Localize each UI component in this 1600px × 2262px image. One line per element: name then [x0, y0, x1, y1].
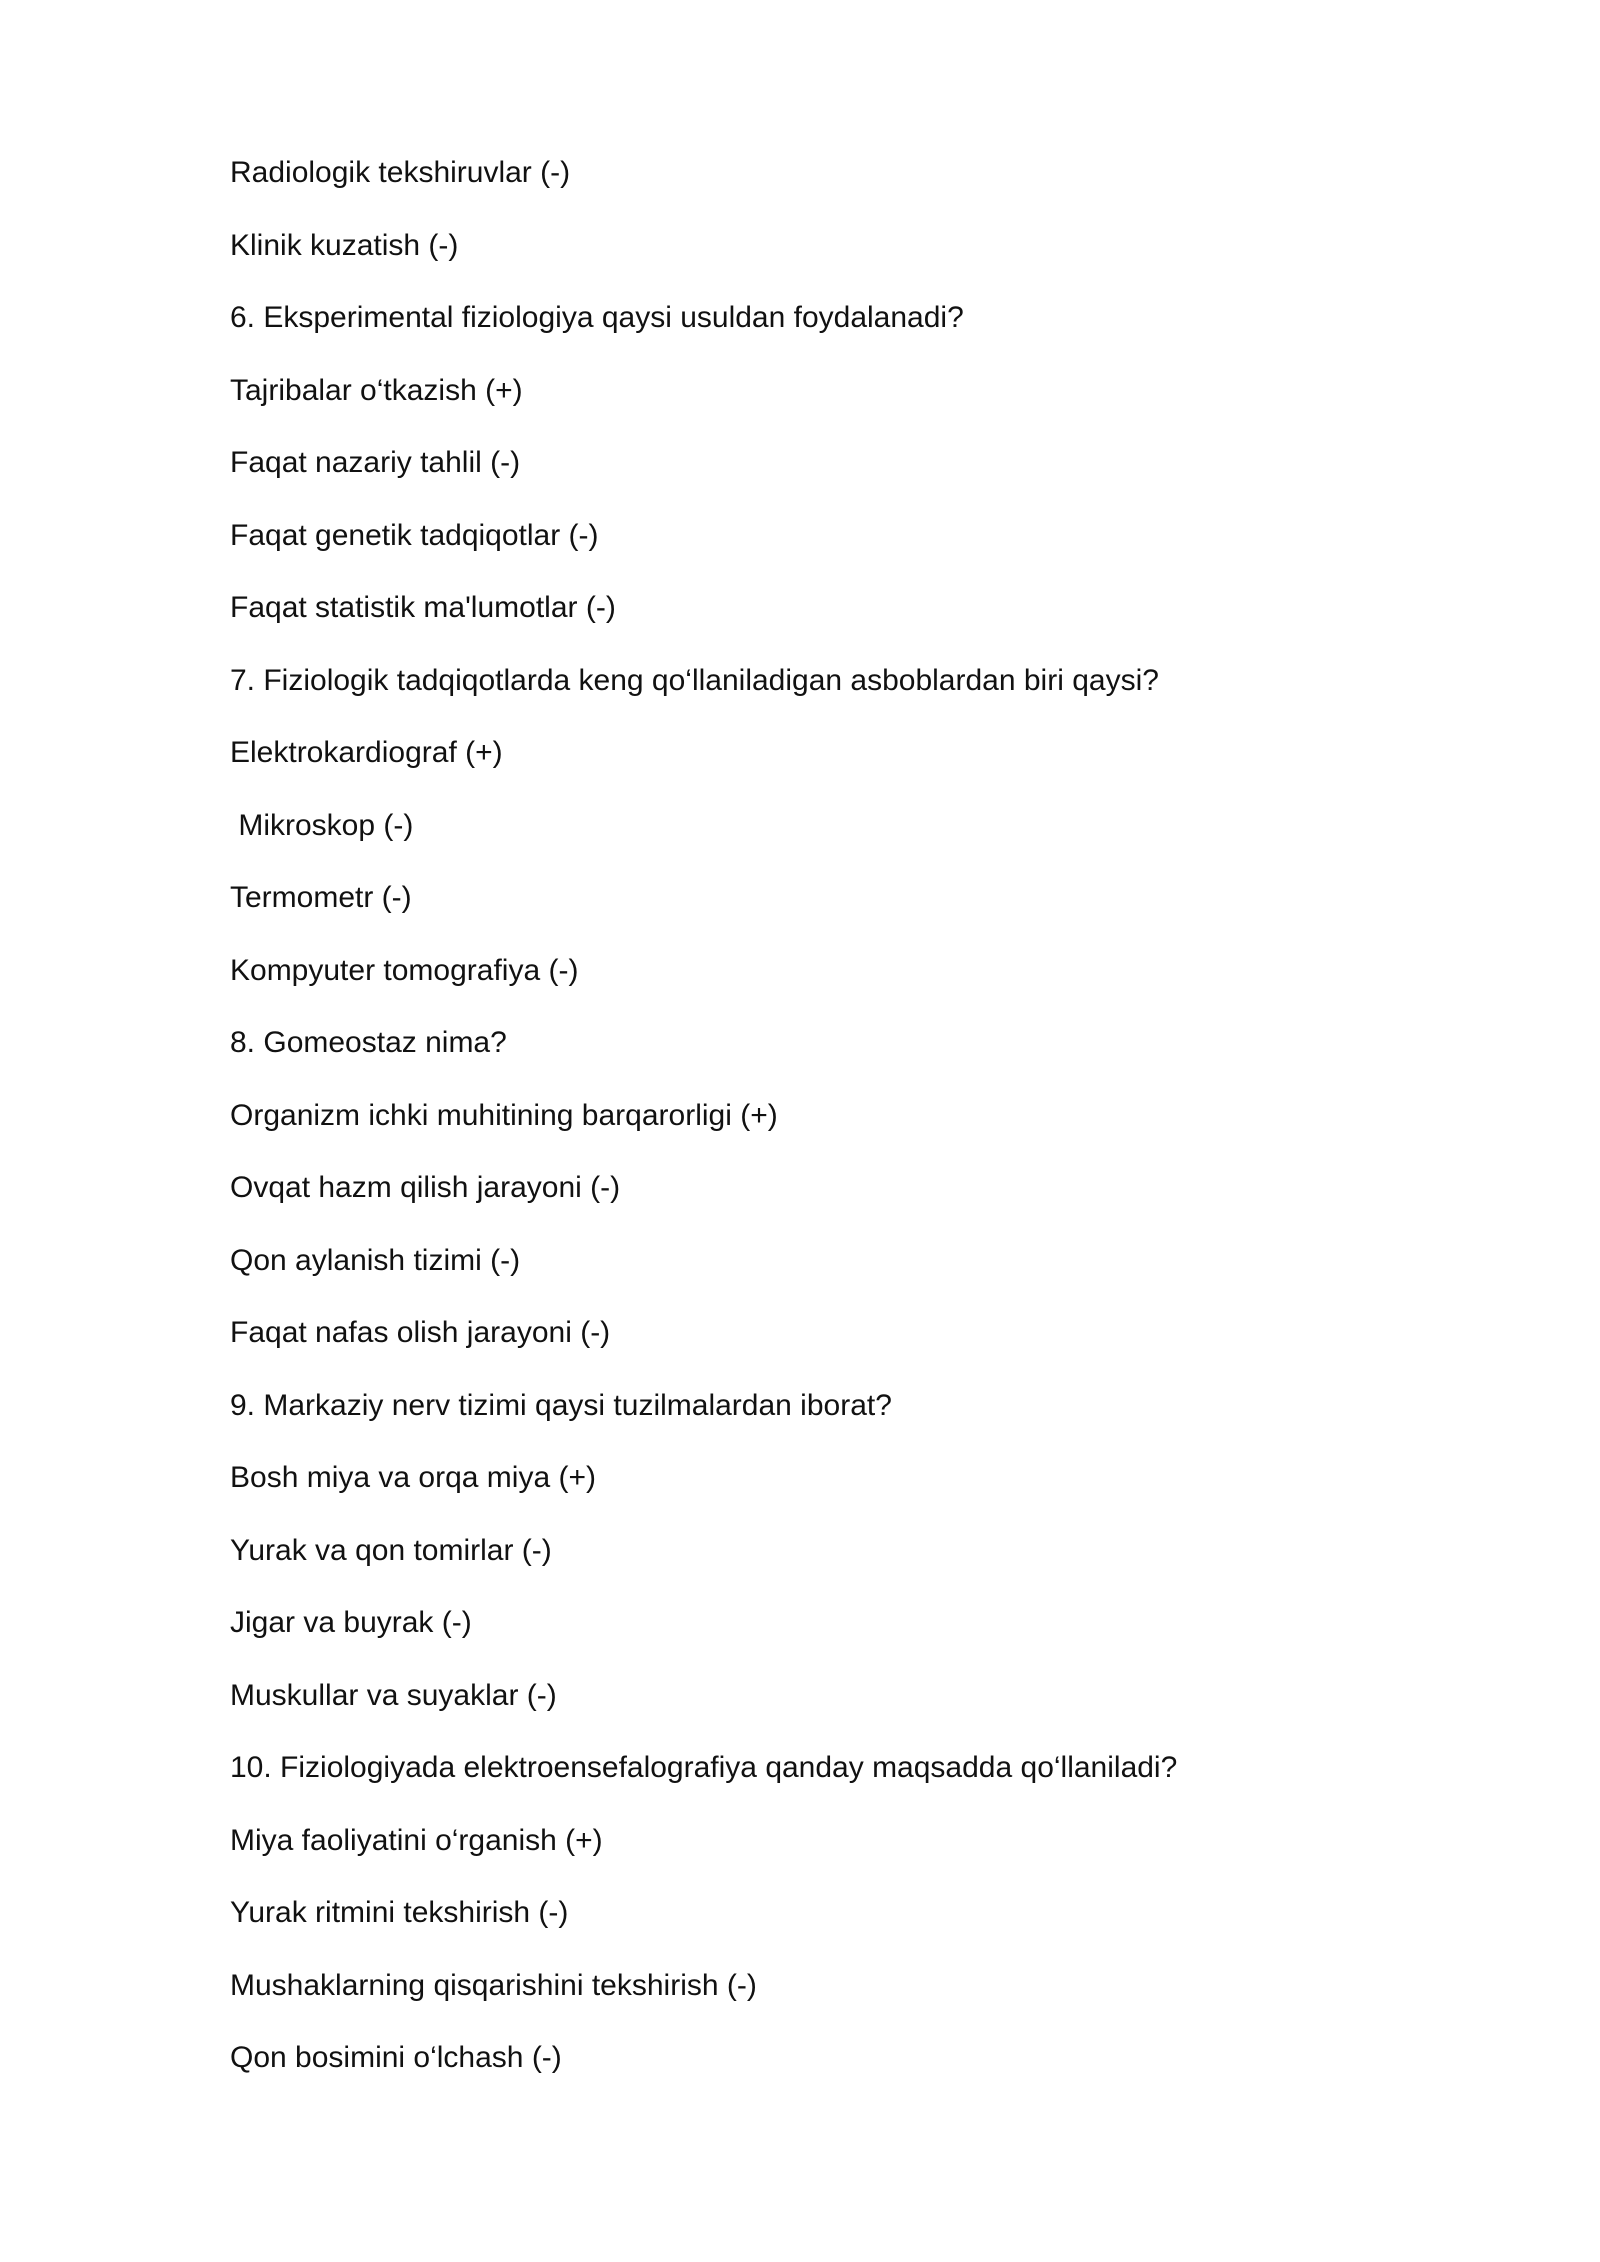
question-8: 8. Gomeostaz nima?	[230, 1026, 507, 1059]
answer-option: Yurak va qon tomirlar (-)	[230, 1533, 552, 1567]
answer-option: Kompyuter tomografiya (-)	[230, 953, 579, 987]
answer-option: Radiologik tekshiruvlar (-)	[230, 156, 571, 189]
answer-option: Jigar va buyrak (-)	[230, 1606, 472, 1639]
document-body	[230, 148, 1410, 2106]
answer-option: Faqat nazariy tahlil (-)	[230, 446, 521, 479]
answer-option: Qon aylanish tizimi (-)	[230, 1243, 521, 1277]
answer-option: Faqat nafas olish jarayoni (-)	[230, 1316, 611, 1349]
answer-option: Faqat genetik tadqiqotlar (-)	[230, 518, 599, 552]
answer-option: Mikroskop (-)	[230, 808, 414, 842]
answer-option: Qon bosimini o‘lchash (-)	[230, 2041, 562, 2074]
answer-option: Organizm ichki muhitining barqarorligi (+)	[230, 1098, 778, 1132]
answer-option: Termometr (-)	[230, 881, 412, 914]
answer-option: Yurak ritmini tekshirish (-)	[230, 1896, 569, 1929]
question-10: 10. Fiziologiyada elektroensefalografiya qanday maqsadda qo‘llaniladi?	[230, 1751, 1178, 1784]
answer-option: Faqat statistik ma'lumotlar (-)	[230, 591, 616, 624]
question-6: 6. Eksperimental fiziologiya qaysi usuldan foydalanadi?	[230, 301, 964, 334]
answer-option: Mushaklarning qisqarishini tekshirish (-)	[230, 1968, 757, 2002]
question-7: 7. Fiziologik tadqiqotlarda keng qo‘llaniladigan asboblardan biri qaysi?	[230, 663, 1159, 697]
answer-option: Ovqat hazm qilish jarayoni (-)	[230, 1171, 621, 1204]
answer-option: Elektrokardiograf (+)	[230, 736, 503, 769]
answer-option: Miya faoliyatini o‘rganish (+)	[230, 1823, 603, 1857]
question-9: 9. Markaziy nerv tizimi qaysi tuzilmalardan iborat?	[230, 1388, 892, 1422]
answer-option: Bosh miya va orqa miya (+)	[230, 1461, 596, 1494]
answer-option: Klinik kuzatish (-)	[230, 228, 459, 262]
answer-option: Tajribalar o‘tkazish (+)	[230, 373, 523, 407]
answer-option: Muskullar va suyaklar (-)	[230, 1678, 557, 1712]
